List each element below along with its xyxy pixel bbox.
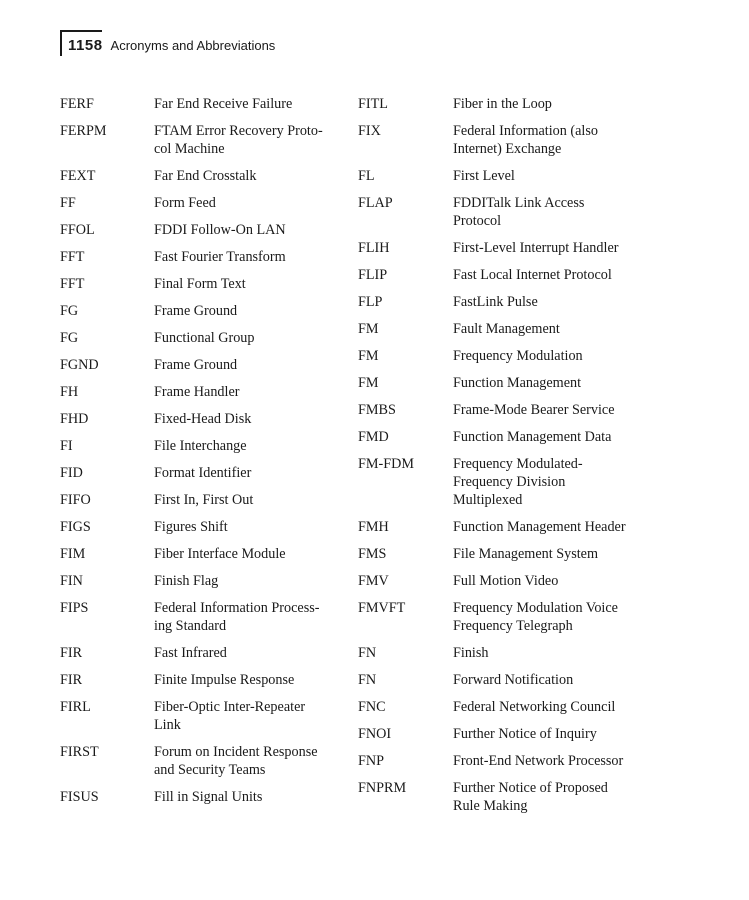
entry-abbreviation: FN bbox=[358, 672, 377, 688]
entry-definition: Final Form Text bbox=[154, 276, 246, 292]
glossary-entry bbox=[358, 293, 658, 311]
entry-definition: Further Notice of Proposed Rule Making bbox=[453, 780, 608, 814]
glossary-entry bbox=[60, 275, 350, 293]
entry-abbreviation: FI bbox=[60, 438, 73, 454]
glossary-entry bbox=[358, 455, 658, 509]
page-number: 1158 bbox=[68, 37, 103, 54]
glossary-entry bbox=[358, 266, 658, 284]
entry-definition: File Interchange bbox=[154, 438, 247, 454]
entry-definition: Function Management Data bbox=[453, 429, 612, 445]
entry-abbreviation: FNP bbox=[358, 753, 385, 769]
entry-abbreviation: FIRST bbox=[60, 744, 99, 760]
right-column bbox=[358, 95, 658, 824]
glossary-entry bbox=[60, 356, 350, 374]
glossary-entry bbox=[60, 671, 350, 689]
entry-definition: Frame Ground bbox=[154, 303, 238, 319]
entry-definition: Frequency Modulation bbox=[453, 348, 583, 364]
entry-definition: Function Management Header bbox=[453, 519, 626, 535]
left-column bbox=[60, 95, 350, 815]
entry-abbreviation: FLP bbox=[358, 294, 383, 310]
entry-definition: Fiber in the Loop bbox=[453, 96, 552, 112]
entry-abbreviation: FMH bbox=[358, 519, 389, 535]
entry-definition: First Level bbox=[453, 168, 515, 184]
entry-abbreviation: FGND bbox=[60, 357, 99, 373]
entry-definition: Federal Information (also Internet) Exchange bbox=[453, 123, 598, 157]
entry-definition: Figures Shift bbox=[154, 519, 228, 535]
entry-definition: Fast Local Internet Protocol bbox=[453, 267, 612, 283]
glossary-entry bbox=[358, 194, 658, 230]
entry-abbreviation: FM bbox=[358, 321, 379, 337]
entry-definition: Forum on Incident Response and Security Teams bbox=[154, 744, 318, 778]
running-title: Acronyms and Abbreviations bbox=[110, 38, 276, 53]
entry-abbreviation: FIR bbox=[60, 672, 83, 688]
entry-definition: First In, First Out bbox=[154, 492, 254, 508]
entry-definition: Finish bbox=[453, 645, 489, 661]
entry-abbreviation: FLIH bbox=[358, 240, 390, 256]
glossary-entry bbox=[60, 437, 350, 455]
glossary-entry bbox=[60, 464, 350, 482]
glossary-entry bbox=[60, 302, 350, 320]
glossary-entry bbox=[358, 518, 658, 536]
entry-abbreviation: FF bbox=[60, 195, 76, 211]
glossary-entry bbox=[60, 743, 350, 779]
entry-definition: Far End Receive Failure bbox=[154, 96, 293, 112]
entry-abbreviation: FIM bbox=[60, 546, 86, 562]
glossary-entry bbox=[60, 410, 350, 428]
glossary-entry bbox=[60, 491, 350, 509]
entry-abbreviation: FIPS bbox=[60, 600, 89, 616]
entry-definition: Fiber-Optic Inter-Repeater Link bbox=[154, 699, 306, 733]
header-rule-vertical bbox=[60, 30, 62, 56]
entry-definition: FTAM Error Recovery Proto- col Machine bbox=[154, 123, 323, 157]
glossary-entry bbox=[358, 572, 658, 590]
glossary-entry bbox=[60, 599, 350, 635]
entry-definition: Fixed-Head Disk bbox=[154, 411, 252, 427]
entry-abbreviation: FERPM bbox=[60, 123, 107, 139]
entry-definition: FDDI Follow-On LAN bbox=[154, 222, 286, 238]
entry-definition: File Management System bbox=[453, 546, 599, 562]
entry-abbreviation: FISUS bbox=[60, 789, 99, 805]
glossary-entry bbox=[358, 698, 658, 716]
entry-abbreviation: FMVFT bbox=[358, 600, 406, 616]
entry-definition: Frequency Modulated- Frequency Division Multiplexed bbox=[453, 456, 583, 508]
glossary-entry bbox=[358, 545, 658, 563]
entry-abbreviation: FMD bbox=[358, 429, 389, 445]
glossary-entry bbox=[60, 383, 350, 401]
entry-definition: Frame Ground bbox=[154, 357, 238, 373]
glossary-entry bbox=[358, 122, 658, 158]
glossary-entry bbox=[358, 644, 658, 662]
entry-definition: Frame Handler bbox=[154, 384, 240, 400]
entry-abbreviation: FIFO bbox=[60, 492, 91, 508]
entry-definition: Federal Information Process- ing Standard bbox=[154, 600, 320, 634]
glossary-entry bbox=[358, 428, 658, 446]
glossary-entry bbox=[358, 401, 658, 419]
entry-abbreviation: FFT bbox=[60, 249, 85, 265]
entry-abbreviation: FMV bbox=[358, 573, 389, 589]
entry-definition: Full Motion Video bbox=[453, 573, 559, 589]
entry-definition: Function Management bbox=[453, 375, 582, 391]
entry-abbreviation: FN bbox=[358, 645, 377, 661]
glossary-entry bbox=[60, 644, 350, 662]
entry-definition: Finish Flag bbox=[154, 573, 219, 589]
entry-abbreviation: FLAP bbox=[358, 195, 393, 211]
entry-definition: Fast Infrared bbox=[154, 645, 227, 661]
entry-definition: Form Feed bbox=[154, 195, 216, 211]
entry-abbreviation: FEXT bbox=[60, 168, 96, 184]
entry-abbreviation: FNOI bbox=[358, 726, 392, 742]
entry-definition: Forward Notification bbox=[453, 672, 574, 688]
entry-definition: Far End Crosstalk bbox=[154, 168, 257, 184]
glossary-entry bbox=[60, 788, 350, 806]
entry-definition: FDDITalk Link Access Protocol bbox=[453, 195, 585, 229]
entry-definition: Fault Management bbox=[453, 321, 560, 337]
entry-abbreviation: FIX bbox=[358, 123, 381, 139]
glossary-entry bbox=[358, 725, 658, 743]
glossary-entry bbox=[60, 95, 350, 113]
glossary-entry bbox=[60, 698, 350, 734]
glossary-entry bbox=[358, 347, 658, 365]
entry-abbreviation: FM-FDM bbox=[358, 456, 414, 472]
entry-abbreviation: FIN bbox=[60, 573, 83, 589]
entry-definition: Front-End Network Processor bbox=[453, 753, 624, 769]
entry-abbreviation: FLIP bbox=[358, 267, 388, 283]
entry-abbreviation: FG bbox=[60, 330, 79, 346]
entry-definition: Federal Networking Council bbox=[453, 699, 616, 715]
glossary-entry bbox=[358, 599, 658, 635]
entry-abbreviation: FNC bbox=[358, 699, 386, 715]
glossary-entry bbox=[60, 572, 350, 590]
entry-definition: Frame-Mode Bearer Service bbox=[453, 402, 615, 418]
entry-definition: Fill in Signal Units bbox=[154, 789, 263, 805]
glossary-entry bbox=[358, 374, 658, 392]
entry-definition: Fiber Interface Module bbox=[154, 546, 286, 562]
glossary-entry bbox=[60, 221, 350, 239]
entry-abbreviation: FHD bbox=[60, 411, 89, 427]
glossary-entry bbox=[358, 167, 658, 185]
header-rule-horizontal bbox=[60, 30, 102, 32]
entry-abbreviation: FIGS bbox=[60, 519, 91, 535]
glossary-entry bbox=[358, 752, 658, 770]
glossary-entry bbox=[358, 779, 658, 815]
entry-abbreviation: FITL bbox=[358, 96, 388, 112]
entry-definition: Format Identifier bbox=[154, 465, 252, 481]
glossary-entry bbox=[60, 518, 350, 536]
glossary-entry bbox=[60, 122, 350, 158]
glossary-entry bbox=[358, 320, 658, 338]
entry-abbreviation: FL bbox=[358, 168, 375, 184]
entry-abbreviation: FNPRM bbox=[358, 780, 407, 796]
glossary-entry bbox=[60, 248, 350, 266]
entry-abbreviation: FIRL bbox=[60, 699, 91, 715]
entry-definition: Frequency Modulation Voice Frequency Telegraph bbox=[453, 600, 618, 634]
entry-abbreviation: FH bbox=[60, 384, 79, 400]
glossary-entry bbox=[60, 545, 350, 563]
entry-definition: Further Notice of Inquiry bbox=[453, 726, 597, 742]
entry-abbreviation: FFT bbox=[60, 276, 85, 292]
entry-abbreviation: FID bbox=[60, 465, 83, 481]
entry-abbreviation: FMS bbox=[358, 546, 387, 562]
glossary-entry bbox=[358, 239, 658, 257]
entry-abbreviation: FMBS bbox=[358, 402, 396, 418]
entry-abbreviation: FG bbox=[60, 303, 79, 319]
entry-abbreviation: FFOL bbox=[60, 222, 95, 238]
entry-definition: First-Level Interrupt Handler bbox=[453, 240, 619, 256]
entry-abbreviation: FERF bbox=[60, 96, 94, 112]
entry-definition: FastLink Pulse bbox=[453, 294, 538, 310]
entry-abbreviation: FIR bbox=[60, 645, 83, 661]
glossary-entry bbox=[358, 95, 658, 113]
glossary-entry bbox=[60, 167, 350, 185]
glossary-entry bbox=[358, 671, 658, 689]
glossary-entry bbox=[60, 329, 350, 347]
glossary-entry bbox=[60, 194, 350, 212]
entry-definition: Functional Group bbox=[154, 330, 255, 346]
entry-abbreviation: FM bbox=[358, 375, 379, 391]
page-header bbox=[60, 30, 275, 56]
entry-abbreviation: FM bbox=[358, 348, 379, 364]
entry-definition: Fast Fourier Transform bbox=[154, 249, 286, 265]
entry-definition: Finite Impulse Response bbox=[154, 672, 295, 688]
